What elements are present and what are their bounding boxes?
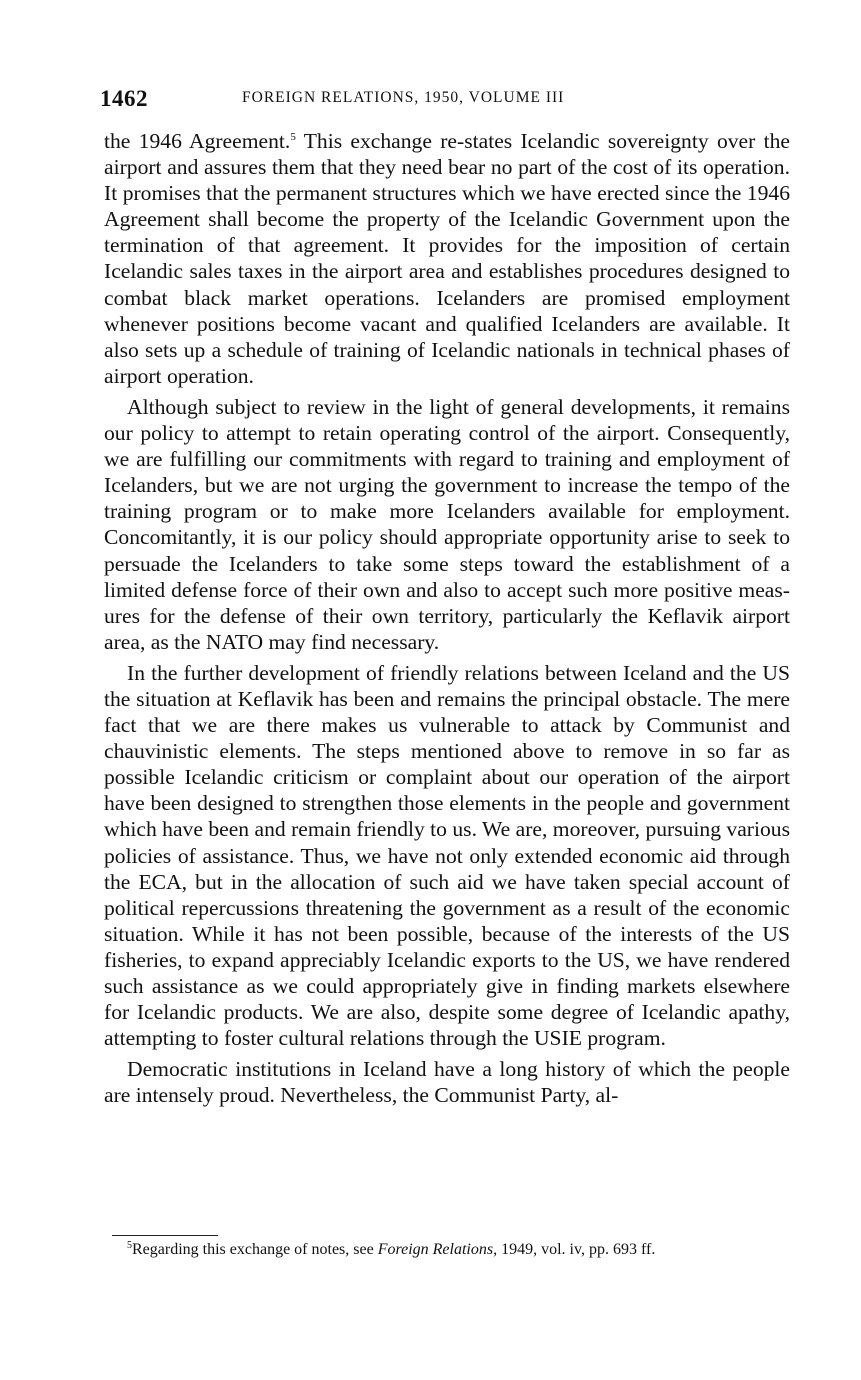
footnote [110,1239,798,1260]
paragraph-1-lead: the 1946 Agreement. [104,129,291,153]
footnote-divider [112,1235,218,1236]
page-header [100,86,790,116]
footnote-reference: 5 [290,131,296,143]
paragraph-1-text: This exchange re-states Icelandic sovereignty over the airport and assures them that they need bear no part of the cost of its operation. It promises that the permanent structures which we have erected since the 1946 Agreement shall become the property of the Icelandic Government upon the termination of that agreement. It provides for the imposition of certain Icelandic sales taxes in the airport area and establishes procedures designed to combat black market operations. Icelanders are promised employment whenever positions become vacant and qualified Icelanders are available. It also sets up a schedule of training of Icelandic nationals in technical phases of airport operation. [104,129,791,388]
body-text [104,128,790,1113]
page-number: 1462 [100,86,148,111]
footnote-text-tail: , 1949, vol. iv, pp. 693 ff. [493,1241,656,1258]
paragraph-4: Democratic institutions in Iceland have a long history of which the people are intensely proud. Nevertheless, the Communist Party, al- [104,1057,790,1108]
running-head: FOREIGN RELATIONS, 1950, VOLUME III [242,89,565,106]
paragraph-3: In the further development of friendly relations between Iceland and the US the situation at Keflavik has been and remains the principal obstacle. The mere fact that we are there makes us vulnerable to attack by Communist and chauvinistic elements. The steps mentioned above to remove in so far as possible Icelandic criticism or complaint about our operation of the airport have been designed to strengthen those elements in the people and government which have been and remain friendly to us. We are, moreover, pursuing various policies of assistance. Thus, we have not only extended economic aid through the ECA, but in the allocation of such aid we have taken special account of political repercussions threatening the government as a result of the economic situation. While it has not been possible, because of the interests of the US fisheries, to expand appreciably Icelandic exports to the US, we have rendered such assistance as we could appropriately give in finding markets elsewhere for Icelandic products. We are also, despite some degree of Icelandic apathy, attempting to foster cultural relations through the USIE program. [104,660,790,1051]
footnote-publication-title: Foreign Relations [377,1241,494,1258]
paragraph-2: Although subject to review in the light of general developments, it remains our policy to attempt to retain operating control of the airport. Consequently, we are fulfilling our commitments with regard to training and employment of Icelanders, but we are not urging the government to increase the tempo of the training program or to make more Icelanders available for employment. Concomitantly, it is our policy should appropriate opportunity arise to seek to persuade the Icelanders to take some steps toward the establishment of a limited defense force of their own and also to accept such more positive measures for the defense of their own territory, particularly the Keflavik airport area, as the NATO may find necessary. [104,394,790,654]
footnote-marker: 5 [127,1240,132,1251]
paragraph-1 [104,128,790,389]
footnote-text-lead: Regarding this exchange of notes, see [132,1241,378,1258]
